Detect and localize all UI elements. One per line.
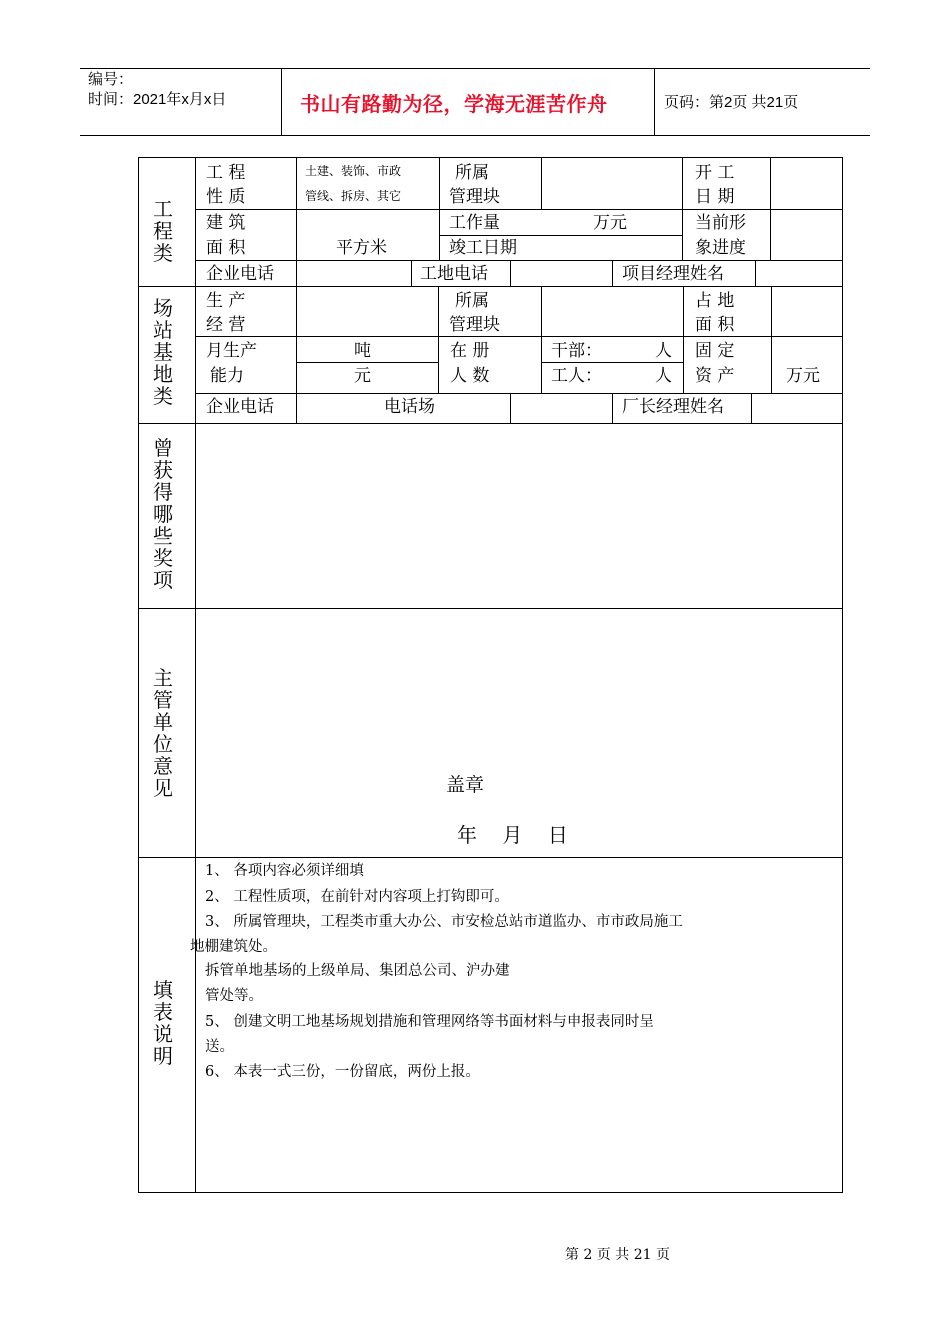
- instruction-5: 5、 创建文明工地基场规划措施和管理网络等书面材料与申报表同时呈: [205, 1014, 654, 1030]
- section-awards-label: 曾获得哪些奖项: [153, 436, 173, 592]
- start-date-label: 开 工: [695, 163, 735, 183]
- worker-unit: 人: [655, 366, 672, 386]
- instruction-5-cont: 送。: [205, 1039, 234, 1055]
- land-area-label: 占 地: [695, 291, 735, 311]
- header-motto: 书山有路勤为径，学海无涯苦作舟: [300, 92, 608, 116]
- instruction-2: 2、 工程性质项，在前针对内容项上打钩即可。: [205, 889, 509, 905]
- belong-label-2: 管理块: [449, 187, 500, 207]
- building-area-label: 建 筑: [206, 213, 246, 233]
- fixed-asset-label-2: 资 产: [695, 366, 735, 386]
- eng-nature-options-2: 管线、拆房、其它: [305, 189, 402, 203]
- workload-unit: 万元: [593, 213, 627, 233]
- site-phone-label: 工地电话: [420, 264, 488, 284]
- section-engineering-label: 工程类: [153, 197, 173, 265]
- date-ymd: 年 月 日: [457, 823, 568, 847]
- land-area-label-2: 面 积: [695, 315, 735, 335]
- area-unit: 平方米: [336, 238, 387, 258]
- fixed-asset-unit: 万元: [786, 366, 820, 386]
- phone-site-overlap: 电话场: [384, 397, 435, 417]
- seal-label: 盖章: [446, 774, 485, 796]
- page-number-label: 页码：第2页 共21页: [664, 94, 799, 111]
- belong-label: 所属: [455, 163, 489, 183]
- section-instructions-label: 填表说明: [153, 978, 173, 1068]
- completion-date-label: 竣工日期: [449, 238, 517, 258]
- section-station-label: 场站基地类: [153, 296, 173, 408]
- eng-nature-options: 土建、装饰、市政: [305, 164, 402, 178]
- belong2-label: 所属: [455, 291, 489, 311]
- belong2-label-2: 管理块: [449, 315, 500, 335]
- instruction-3-cont: 地棚建筑处。: [190, 939, 277, 955]
- instruction-4: 拆管单地基场的上级单局、集团总公司、沪办建: [205, 963, 510, 979]
- workload-label: 工作量: [449, 213, 500, 233]
- progress-label: 当前形: [695, 213, 746, 233]
- staff-count-label-2: 人 数: [450, 366, 490, 386]
- factory-manager-label: 厂长经理姓名: [622, 397, 724, 417]
- worker-label: 工人：: [551, 366, 602, 386]
- ton-unit: 吨: [354, 341, 371, 361]
- eng-nature-label: 工 程: [206, 163, 246, 183]
- project-manager-label: 项目经理姓名: [622, 264, 724, 284]
- instruction-6: 6、 本表一式三份，一份留底，两份上报。: [205, 1064, 480, 1080]
- cadre-unit: 人: [655, 341, 672, 361]
- company-phone-label-2: 企业电话: [206, 397, 274, 417]
- instruction-4-cont: 管处等。: [205, 988, 263, 1004]
- company-phone-label: 企业电话: [206, 264, 274, 284]
- fixed-asset-label: 固 定: [695, 341, 735, 361]
- building-area-label-2: 面 积: [206, 238, 246, 258]
- monthly-capacity-label: 月生产: [206, 341, 257, 361]
- staff-count-label: 在 册: [450, 341, 490, 361]
- section-opinion-label: 主管单位意见: [153, 666, 173, 800]
- monthly-capacity-label-2: 能力: [210, 366, 244, 386]
- page-footer: 第 2 页 共 21 页: [565, 1247, 670, 1263]
- yuan-unit: 元: [354, 366, 371, 386]
- time-label: 时间：2021年x月x日: [88, 91, 227, 108]
- cadre-label: 干部：: [551, 341, 602, 361]
- progress-label-2: 象进度: [695, 238, 746, 258]
- production-label-2: 经 营: [206, 315, 246, 335]
- instruction-1: 1、 各项内容必须详细填: [205, 863, 364, 879]
- instruction-3: 3、 所属管理块，工程类市重大办公、市安检总站市道监办、市市政局施工: [205, 914, 683, 930]
- start-date-label-2: 日 期: [695, 187, 735, 207]
- eng-nature-label-2: 性 质: [206, 187, 246, 207]
- serial-label: 编号：: [88, 71, 134, 88]
- production-label: 生 产: [206, 291, 246, 311]
